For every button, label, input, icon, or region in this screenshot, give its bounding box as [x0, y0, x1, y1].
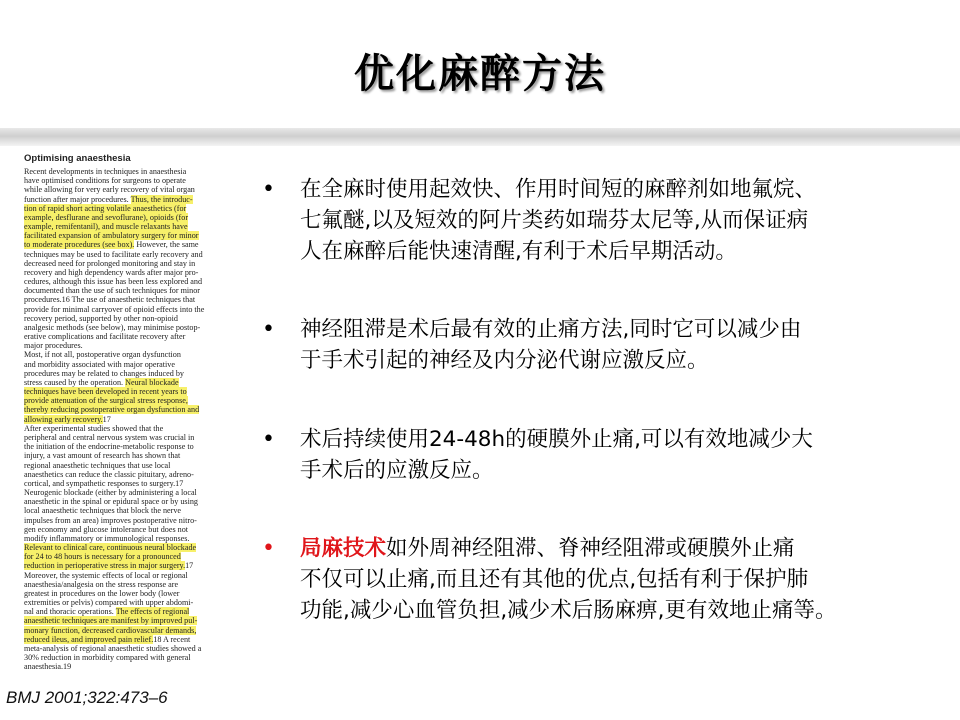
article-line	[24, 369, 274, 378]
article-text: cedures, although this issue has been less explored and	[24, 277, 203, 287]
article-line	[24, 644, 274, 653]
article-text: local anaesthetic techniques that block the nerve	[24, 506, 182, 516]
title-divider	[0, 128, 960, 146]
article-line	[24, 525, 274, 534]
article-body	[24, 167, 274, 671]
article-text: meta-analysis of regional anaesthetic studies showed a	[24, 643, 202, 653]
article-text: Recent developments in techniques in anaesthesia	[24, 167, 187, 176]
article-text: recovery and high dependency wards after major pro-	[24, 267, 199, 277]
article-line	[24, 543, 274, 552]
article-line	[24, 387, 274, 396]
highlighted-text: to moderate procedures (see box).	[24, 240, 135, 250]
article-text: injury, a vast amount of research has shown that	[24, 451, 181, 461]
article-line	[24, 341, 274, 350]
article-line	[24, 305, 274, 314]
highlighted-text: The effects of regional	[115, 607, 190, 617]
article-text: However, the same	[134, 240, 199, 250]
article-text: 17	[102, 414, 111, 424]
bullet-line: 手术后的应激反应。	[300, 458, 494, 483]
article-line	[24, 516, 274, 525]
bullet-line: 不仅可以止痛,而且还有其他的优点,包括有利于保护肺	[300, 567, 809, 592]
article-line	[24, 323, 274, 332]
article-text: anaesthesia.19	[24, 662, 72, 672]
bullet-marker: •	[262, 427, 275, 452]
article-line	[24, 277, 274, 286]
highlighted-text: facilitated expansion of ambulatory surgery for minor	[24, 231, 199, 241]
article-text: regional anaesthetic techniques that use local	[24, 460, 171, 470]
article-excerpt	[24, 153, 274, 672]
article-line	[24, 213, 274, 222]
article-line	[24, 635, 274, 644]
article-line	[24, 616, 274, 625]
highlighted-text: monary function, decreased cardiovascular demands,	[24, 625, 197, 635]
highlighted-text: Thus, the introduc-	[130, 194, 193, 204]
article-line	[24, 176, 274, 185]
article-text: extremities or pelvis) compared with upper abdomi-	[24, 598, 194, 608]
article-line	[24, 378, 274, 387]
article-text: erative complications and facilitate recovery after	[24, 332, 186, 342]
highlighted-text: provide attenuation of the surgical stress response,	[24, 396, 188, 406]
article-text: modify inflammatory or immunological responses.	[24, 533, 190, 543]
article-text: major procedures.	[24, 341, 83, 351]
article-line	[24, 534, 274, 543]
highlighted-text: example, desflurane and sevoflurane), opioids (for	[24, 212, 189, 222]
bullet-marker: •	[262, 317, 275, 342]
article-line	[24, 552, 274, 561]
article-text: After experimental studies showed that the	[24, 423, 164, 433]
highlighted-text: Neural blockade	[125, 377, 179, 387]
article-text: have optimised conditions for surgeons to operate	[24, 176, 186, 186]
bullet-marker: •	[262, 536, 275, 561]
article-line	[24, 488, 274, 497]
article-text: documented than the use of such techniques for minor	[24, 286, 200, 296]
article-heading: Optimising anaesthesia	[24, 153, 131, 164]
article-text: procedures.16 The use of anaesthetic techniques that	[24, 295, 196, 305]
article-text: the initiation of the endocrine-metabolic response to	[24, 442, 194, 452]
article-text: decreased need for prolonged monitoring and stay in	[24, 258, 196, 268]
bullet-item-1	[258, 174, 816, 267]
article-line	[24, 424, 274, 433]
article-line	[24, 598, 274, 607]
article-line	[24, 286, 274, 295]
article-text: function after major procedures.	[24, 194, 131, 204]
highlighted-text: anaesthetic techniques are manifest by improved pul-	[24, 616, 198, 626]
article-line	[24, 185, 274, 194]
article-text: provide for minimal carryover of opioid effects into the	[24, 304, 205, 314]
highlighted-text: techniques have been developed in recent years to	[24, 387, 187, 397]
article-line	[24, 167, 274, 176]
bullet-line: 术后持续使用24-48h的硬膜外止痛,可以有效地减少大	[300, 427, 813, 452]
article-line	[24, 662, 274, 671]
article-line	[24, 479, 274, 488]
article-line	[24, 314, 274, 323]
article-line	[24, 405, 274, 414]
article-line	[24, 268, 274, 277]
article-text: Moreover, the systemic effects of local or regional	[24, 570, 188, 580]
article-line	[24, 360, 274, 369]
article-line	[24, 561, 274, 570]
article-text: techniques may be used to facilitate early recovery and	[24, 249, 203, 259]
article-line	[24, 626, 274, 635]
article-text: cortical, and sympathetic responses to surgery.17	[24, 478, 184, 488]
article-line	[24, 433, 274, 442]
article-text: nal and thoracic operations.	[24, 607, 116, 617]
article-line	[24, 470, 274, 479]
article-text: 17	[185, 561, 194, 571]
article-text: peripheral and central nervous system was crucial in	[24, 432, 195, 442]
article-line	[24, 240, 274, 249]
article-line	[24, 451, 274, 460]
bullet-line: 于手术引起的神经及内分泌代谢应激反应。	[300, 348, 709, 373]
article-text: and morbidity associated with major operative	[24, 359, 175, 369]
bullet-line: 七氟醚,以及短效的阿片类药如瑞芬太尼等,从而保证病	[300, 208, 809, 233]
citation: BMJ 2001;322:473–6	[6, 688, 168, 707]
highlighted-text: tion of rapid short acting volatile anaesthetics (for	[24, 203, 187, 213]
highlighted-text: Relevant to clinical care, continuous neural blockade	[24, 543, 197, 553]
bullet-item-3	[258, 424, 813, 486]
article-text: anaesthetics can reduce the classic pituitary, adreno-	[24, 469, 194, 479]
bullet-line: 在全麻时使用起效快、作用时间短的麻醉剂如地氟烷、	[300, 177, 817, 202]
article-line	[24, 506, 274, 515]
article-line	[24, 580, 274, 589]
article-text: anaesthetic in the spinal or epidural space or by using	[24, 497, 198, 507]
bullet-line: 人在麻醉后能快速清醒,有利于术后早期活动。	[300, 239, 737, 264]
article-text: anaesthesia/analgesia on the stress response are	[24, 579, 179, 589]
article-line	[24, 332, 274, 341]
article-text: 30% reduction in morbidity compared with general	[24, 653, 191, 663]
highlighted-text: reduced ileus, and improved pain relief.	[24, 634, 154, 644]
bullet-highlight-term: 局麻技术	[300, 536, 387, 561]
article-text: gen economy and glucose intolerance but does not	[24, 524, 189, 534]
article-line	[24, 571, 274, 580]
article-line	[24, 259, 274, 268]
bullet-line: 神经阻滞是术后最有效的止痛方法,同时它可以减少由	[300, 317, 802, 342]
article-line	[24, 295, 274, 304]
article-line	[24, 415, 274, 424]
article-text: procedures may be related to changes induced by	[24, 368, 184, 378]
article-line	[24, 442, 274, 451]
article-line	[24, 350, 274, 359]
highlighted-text: thereby reducing postoperative organ dysfunction and	[24, 405, 200, 415]
bullet-marker: •	[262, 177, 275, 202]
article-text: while allowing for very early recovery of vital organ	[24, 185, 195, 195]
article-line	[24, 461, 274, 470]
article-line	[24, 195, 274, 204]
article-line	[24, 204, 274, 213]
highlighted-text: for 24 to 48 hours is necessary for a pronounced	[24, 552, 181, 562]
article-line	[24, 231, 274, 240]
highlighted-text: example, remifentanil), and muscle relaxants have	[24, 222, 188, 232]
bullet-line	[300, 533, 837, 564]
article-line	[24, 653, 274, 662]
bullet-item-4	[258, 533, 837, 626]
article-text: Neurogenic blockade (either by administering a local	[24, 488, 197, 498]
article-text: Most, if not all, postoperative organ dysfunction	[24, 350, 181, 360]
bullet-line: 功能,减少心血管负担,减少术后肠麻痹,更有效地止痛等。	[300, 598, 837, 623]
article-text: analgesic methods (see below), may minimise postop-	[24, 322, 201, 332]
article-text: recovery period, supported by other non-opioid	[24, 313, 178, 323]
article-line	[24, 222, 274, 231]
article-line	[24, 250, 274, 259]
slide-title: 优化麻醉方法	[354, 51, 606, 97]
bullet-line-text: 如外周神经阻滞、脊神经阻滞或硬膜外止痛	[386, 536, 795, 561]
article-line	[24, 589, 274, 598]
article-line	[24, 497, 274, 506]
article-text: impulses from an area) improves postoperative nitro-	[24, 515, 197, 525]
article-text: greatest in procedures on the lower body (lower	[24, 588, 180, 598]
highlighted-text: allowing early recovery.	[24, 414, 103, 424]
article-line	[24, 607, 274, 616]
highlighted-text: reduction in perioperative stress in major surgery.	[24, 561, 186, 571]
article-line	[24, 396, 274, 405]
article-text: stress caused by the operation.	[24, 377, 126, 387]
article-text: 18 A recent	[153, 634, 191, 644]
bullet-item-2	[258, 314, 801, 376]
